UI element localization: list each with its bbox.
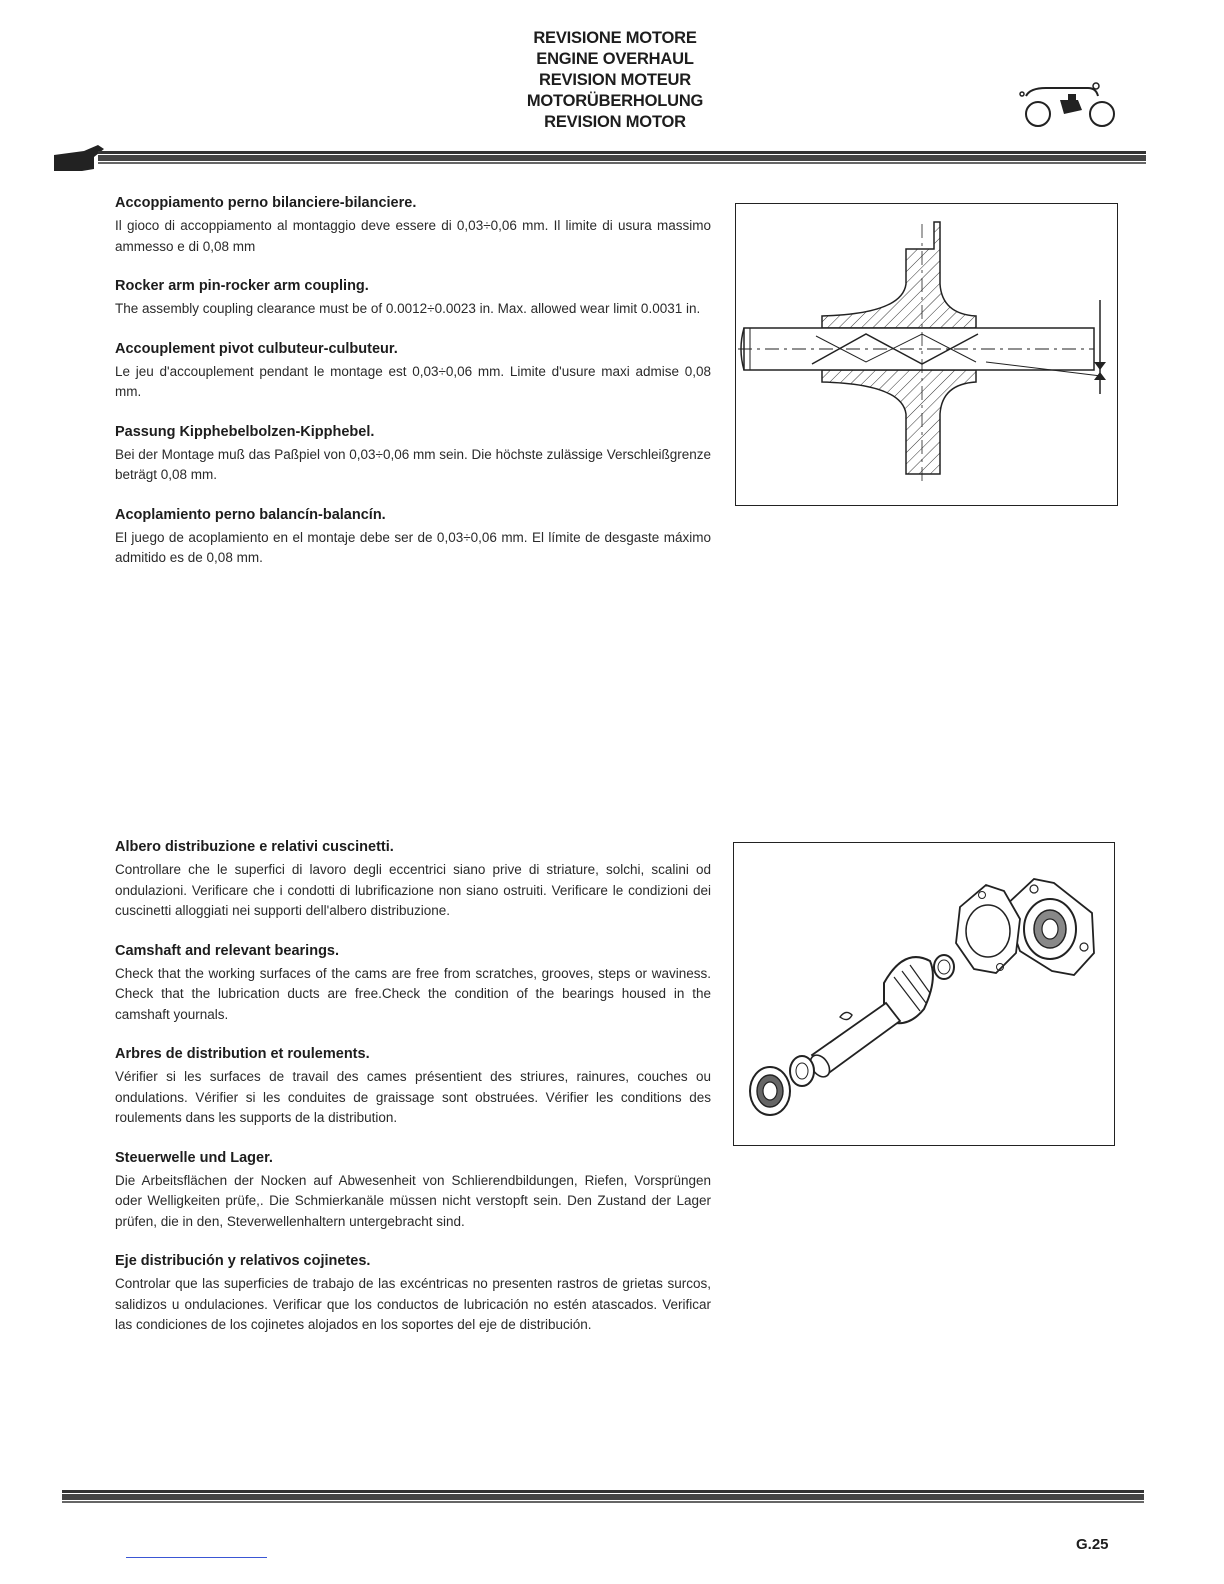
section-es: [115, 506, 711, 569]
section-body: Vérifier si les surfaces de travail des cames présentient des striures, rainures, couches ou ondulations. Vérifier si les conduites de graissage sont obstruées. Vérifier les conditions des roulements dans les supports de la distribution.: [115, 1069, 711, 1125]
section-de: [115, 423, 711, 486]
section-fr: [115, 1045, 711, 1129]
title-de: MOTORÜBERHOLUNG: [526, 92, 704, 110]
section-heading: Steuerwelle und Lager.: [115, 1149, 273, 1166]
footer-link-underline: [126, 1557, 267, 1558]
title-es: REVISION MOTOR: [544, 113, 686, 131]
section-it: [115, 838, 711, 922]
section-it: [115, 194, 711, 257]
camshaft-section: [115, 838, 711, 1356]
section-body: Check that the working surfaces of the cams are free from scratches, grooves, steps or waviness. Check that the lubrication ducts are free.Check the condition of the bearings housed in the camshaft yournals.: [115, 965, 711, 1022]
header-rule: [54, 145, 1146, 175]
section-body: Controllare che le superfici di lavoro degli eccentrici siano prive di striature, solchi, scalini od ondulazioni. Verificare che i condotti di lubrificazione non siano ostruiti. Verificare le condizioni dei cuscinetti alloggiati nei supporti dell'albero distribuzione.: [115, 862, 711, 918]
page-title: [470, 28, 760, 133]
section-body: The assembly coupling clearance must be of 0.0012÷0.0023 in. Max. allowed wear limit 0.0031 in.: [115, 301, 701, 316]
page-number: G.25: [1076, 1536, 1109, 1553]
section-heading: Accouplement pivot culbuteur-culbuteur.: [115, 340, 398, 357]
section-heading: Camshaft and relevant bearings.: [115, 942, 340, 959]
section-body: Controlar que las superficies de trabajo de las excéntricas no presenten rastros de grietas surcos, salidizos u ondulaciones. Verificar que los conductos de lubricación no estén atascados. Verificar las condiciones de los cojinetes alojados en los soportes del eje de distribución.: [115, 1276, 711, 1332]
section-body: Bei der Montage muß das Paßpiel von 0,03÷0,06 mm sein. Die höchste zulässige Verschleißgrenze beträgt 0,08 mm.: [115, 446, 711, 482]
motorcycle-icon: [1016, 78, 1120, 130]
section-en: [115, 942, 711, 1026]
section-body: Il gioco di accoppiamento al montaggio deve essere di 0,03÷0,06 mm. Il limite di usura massimo ammesso e di 0,08 mm: [115, 218, 711, 254]
section-heading: Eje distribución y relativos cojinetes.: [115, 1253, 371, 1269]
section-es: [115, 1252, 711, 1336]
section-body: El juego de acoplamiento en el montaje debe ser de 0,03÷0,06 mm. El límite de desgaste máximo admitido es de 0,08 mm.: [115, 529, 711, 565]
section-body: Le jeu d'accouplement pendant le montage est 0,03÷0,06 mm. Limite d'usure maxi admise 0,08 mm.: [115, 363, 711, 399]
title-it: REVISIONE MOTORE: [533, 29, 697, 47]
title-en: ENGINE OVERHAUL: [536, 50, 694, 68]
section-heading: Acoplamiento perno balancín-balancín.: [115, 506, 386, 523]
section-de: [115, 1149, 711, 1233]
section-heading: Arbres de distribution et roulements.: [115, 1046, 370, 1062]
section-body: Die Arbeitsflächen der Nocken auf Abwesenheit von Schlierendbildungen, Riefen, Vorsprüngen oder Welligkeiten prüfe,. Die Schmierkanäle müssen nicht verstopft sein. Den Zustand der Lager prüfen, die in den, Steverwellenhaltern untergebracht sind.: [115, 1172, 711, 1229]
section-heading: Rocker arm pin-rocker arm coupling.: [115, 278, 369, 294]
title-fr: REVISION MOTEUR: [539, 71, 691, 89]
section-heading: Passung Kipphebelbolzen-Kipphebel.: [115, 423, 375, 440]
rocker-arm-section: [115, 194, 711, 589]
section-en: [115, 277, 711, 320]
rocker-pin-section-diagram: [735, 203, 1118, 506]
section-heading: Accoppiamento perno bilanciere-bilanciere.: [115, 195, 417, 211]
section-fr: [115, 340, 711, 403]
footer-rule: [62, 1488, 1144, 1506]
section-heading: Albero distribuzione e relativi cuscinetti.: [115, 839, 394, 855]
camshaft-exploded-diagram: [733, 842, 1115, 1146]
